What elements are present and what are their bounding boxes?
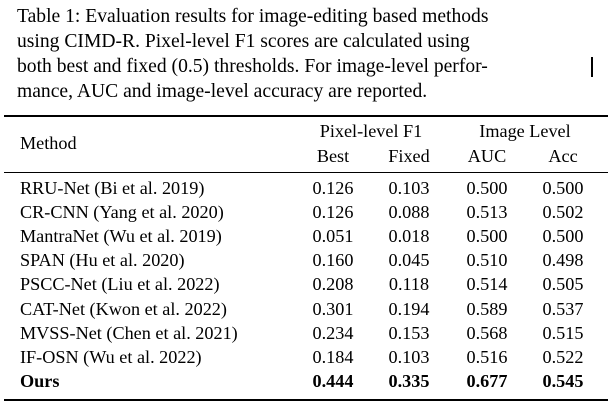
row-method: Ours bbox=[20, 370, 60, 391]
top-rule bbox=[4, 115, 608, 117]
row-acc: 0.500 bbox=[542, 226, 584, 247]
row-acc: 0.505 bbox=[542, 274, 584, 295]
row-auc: 0.510 bbox=[466, 250, 508, 271]
row-auc: 0.589 bbox=[466, 298, 508, 319]
row-fixed: 0.045 bbox=[388, 250, 430, 271]
row-acc: 0.500 bbox=[542, 178, 584, 198]
row-best: 0.301 bbox=[312, 298, 354, 319]
row-method: CR-CNN (Yang et al. 2020) bbox=[20, 202, 224, 223]
header-acc: Acc bbox=[548, 146, 578, 166]
row-auc: 0.500 bbox=[466, 178, 508, 198]
row-best: 0.126 bbox=[312, 178, 354, 198]
row-auc: 0.677 bbox=[466, 370, 508, 391]
row-auc: 0.514 bbox=[466, 274, 508, 295]
row-method: MVSS-Net (Chen et al. 2021) bbox=[20, 322, 238, 343]
row-fixed: 0.088 bbox=[388, 202, 430, 223]
row-acc: 0.522 bbox=[542, 346, 584, 367]
row-best: 0.444 bbox=[312, 370, 354, 391]
caption-line: Table 1: Evaluation results for image-editing based methods bbox=[17, 6, 489, 27]
row-auc: 0.516 bbox=[466, 346, 508, 367]
row-method: SPAN (Hu et al. 2020) bbox=[20, 250, 185, 271]
row-best: 0.051 bbox=[312, 226, 354, 247]
row-best: 0.208 bbox=[312, 274, 354, 295]
mid-rule bbox=[4, 172, 608, 173]
caption-line: mance, AUC and image-level accuracy are reported. bbox=[17, 81, 428, 102]
row-method: RRU-Net (Bi et al. 2019) bbox=[20, 178, 205, 198]
row-fixed: 0.103 bbox=[388, 346, 430, 367]
caption-line: both best and fixed (0.5) thresholds. For image-level perfor- bbox=[17, 56, 488, 77]
header-auc: AUC bbox=[467, 146, 507, 166]
header-fixed: Fixed bbox=[388, 146, 430, 166]
row-acc: 0.515 bbox=[542, 322, 584, 343]
row-auc: 0.513 bbox=[466, 202, 508, 223]
row-best: 0.126 bbox=[312, 202, 354, 223]
row-fixed: 0.153 bbox=[388, 322, 430, 343]
row-fixed: 0.335 bbox=[388, 370, 430, 391]
row-method: CAT-Net (Kwon et al. 2022) bbox=[20, 298, 227, 319]
row-best: 0.160 bbox=[312, 250, 354, 271]
table-caption bbox=[17, 4, 597, 104]
row-acc: 0.537 bbox=[542, 298, 584, 319]
header-group-image: Image Level bbox=[479, 121, 571, 141]
header-group-pixel: Pixel-level F1 bbox=[319, 121, 423, 141]
row-fixed: 0.118 bbox=[388, 274, 430, 295]
bottom-rule bbox=[4, 399, 608, 401]
row-auc: 0.500 bbox=[466, 226, 508, 247]
header-best: Best bbox=[316, 146, 350, 166]
caption-line: using CIMD-R. Pixel-level F1 scores are calculated using bbox=[17, 31, 470, 52]
header-method: Method bbox=[20, 133, 77, 153]
row-acc: 0.498 bbox=[542, 250, 584, 271]
row-method: IF-OSN (Wu et al. 2022) bbox=[20, 346, 202, 367]
row-fixed: 0.103 bbox=[388, 178, 430, 198]
row-best: 0.184 bbox=[312, 346, 354, 367]
row-acc: 0.502 bbox=[542, 202, 584, 223]
text-cursor bbox=[591, 57, 593, 77]
row-method: PSCC-Net (Liu et al. 2022) bbox=[20, 274, 220, 295]
row-auc: 0.568 bbox=[466, 322, 508, 343]
row-best: 0.234 bbox=[312, 322, 354, 343]
row-fixed: 0.194 bbox=[388, 298, 430, 319]
row-method: MantraNet (Wu et al. 2019) bbox=[20, 226, 222, 247]
row-fixed: 0.018 bbox=[388, 226, 430, 247]
row-acc: 0.545 bbox=[542, 370, 584, 391]
